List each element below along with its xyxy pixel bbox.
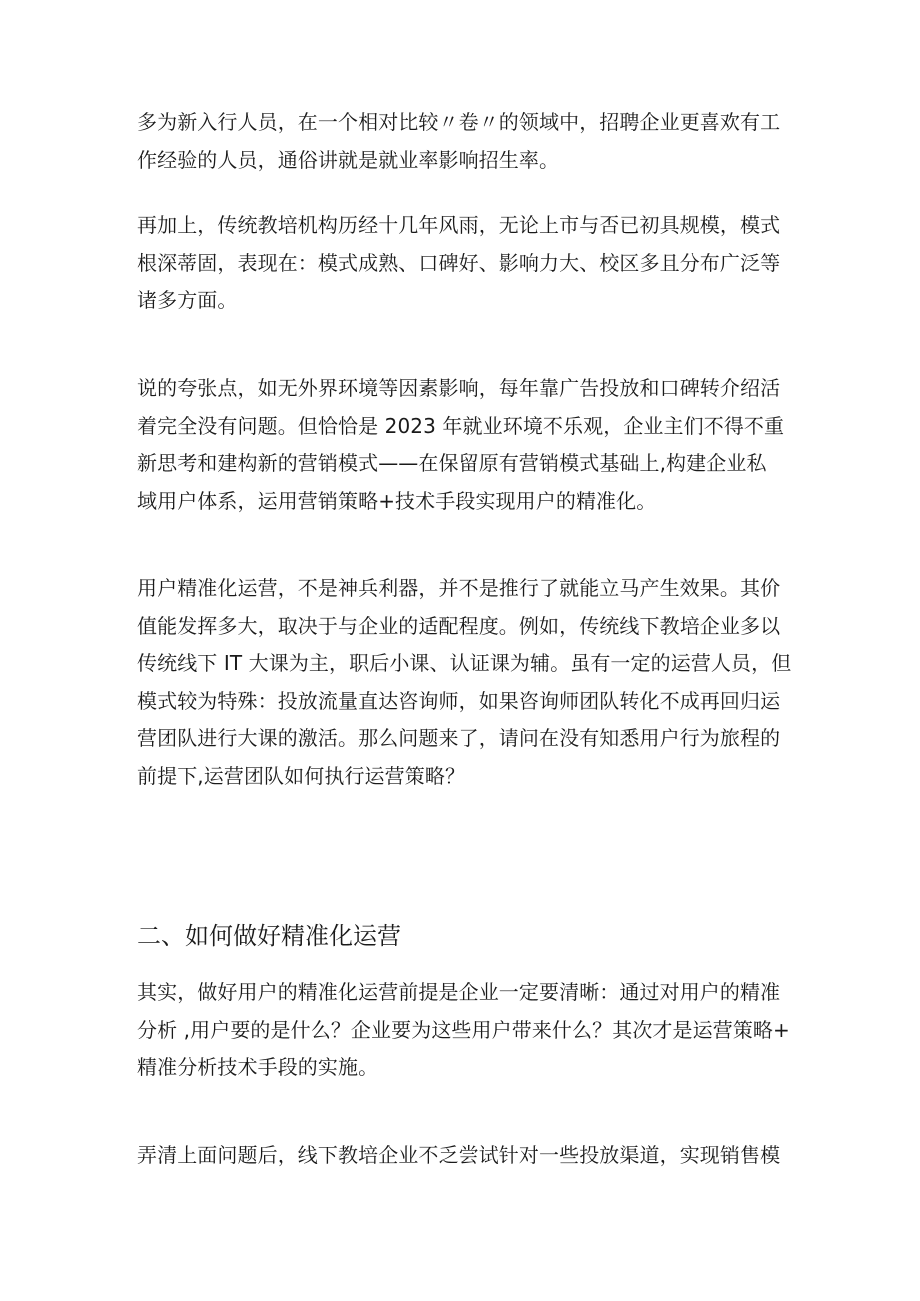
text-line: 精准分析技术手段的实施。 <box>137 1055 379 1079</box>
paragraph-5 <box>137 974 789 1087</box>
text-line: 模式较为特殊：投放流量直达咨询师，如果咨询师团队转化不成再回归运 <box>137 688 781 713</box>
text-line: 诸多方面。 <box>137 288 238 312</box>
text-line: 弄清上面问题后，线下教培企业不乏尝试针对一些投放渠道，实现销售模 <box>137 1143 781 1167</box>
text-line: 分析 ,用户要的是什么？企业要为这些用户带来什么？其次才是运营策略+ <box>137 1017 790 1042</box>
text-line: 传统线下 IT 大课为主，职后小课、认证课为辅。虽有一定的运营人员，但 <box>137 651 792 675</box>
text-line: 多为新入行人员，在一个相对比较〃卷〃的领域中，招聘企业更喜欢有工 <box>137 110 781 134</box>
text-line: 其实，做好用户的精准化运营前提是企业一定要清晰：通过对用户的精准 <box>137 980 781 1004</box>
text-line: 根深蒂固，表现在：模式成熟、口碑好、影响力大、校区多且分布广泛等 <box>137 250 781 275</box>
paragraph-6 <box>137 1137 789 1175</box>
paragraph-3 <box>137 370 789 520</box>
paragraph-2 <box>137 207 789 320</box>
text-line: 用户精准化运营，不是神兵利器，并不是推行了就能立马产生效果。其价 <box>137 576 781 600</box>
text-line: 着完全没有问题。但恰恰是 2023 年就业环境不乐观，企业主们不得不重 <box>137 413 785 438</box>
text-line: 值能发挥多大，取决于与企业的适配程度。例如，传统线下教培企业多以 <box>137 613 781 638</box>
text-line: 说的夸张点，如无外界环境等因素影响，每年靠广告投放和口碑转介绍活 <box>137 376 781 400</box>
text-line: 营团队进行大课的激活。那么问题来了，请问在没有知悉用户行为旅程的 <box>137 726 781 750</box>
text-line: 前提下,运营团队如何执行运营策略？ <box>137 763 466 788</box>
text-line: 新思考和建构新的营销模式——在保留原有营销模式基础上,构建企业私 <box>137 451 767 475</box>
text-line: 再加上，传统教培机构历经十几年风雨，无论上市与否已初具规模，模式 <box>137 213 781 237</box>
paragraph-4 <box>137 570 792 795</box>
text-line: 作经验的人员，通俗讲就是就业率影响招生率。 <box>137 147 560 172</box>
section-heading: 二、如何做好精准化运营 <box>137 922 401 950</box>
paragraph-1 <box>137 104 789 179</box>
text-line: 域用户体系，运用营销策略+技术手段实现用户的精准化。 <box>137 488 657 513</box>
